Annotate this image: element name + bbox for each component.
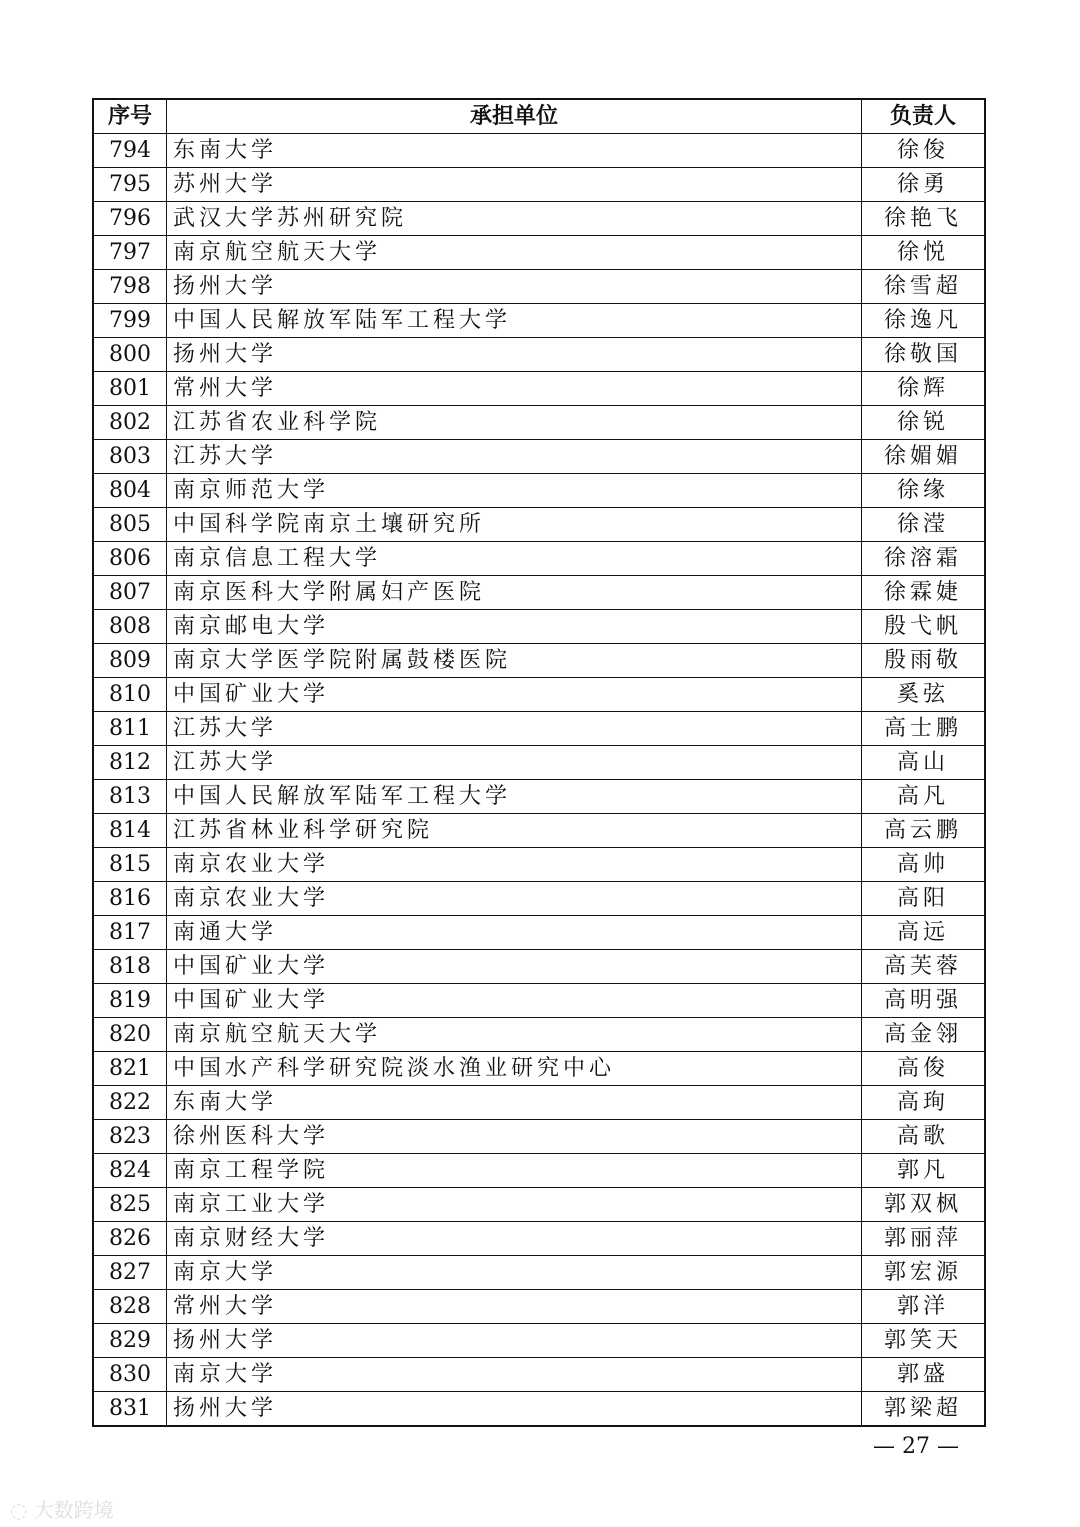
table-row [93, 406, 985, 440]
cell-unit: 中国人民解放军陆军工程大学 [167, 304, 862, 338]
header-person: 负责人 [862, 99, 986, 134]
cell-index: 815 [93, 848, 167, 882]
cell-index: 829 [93, 1324, 167, 1358]
page-number: — 27 — [873, 1434, 959, 1459]
table-row [93, 1086, 985, 1120]
cell-index: 795 [93, 168, 167, 202]
project-table [92, 98, 986, 1427]
cell-person: 殷弋帆 [862, 610, 986, 644]
table-row [93, 440, 985, 474]
cell-index: 814 [93, 814, 167, 848]
table-row [93, 338, 985, 372]
cell-index: 801 [93, 372, 167, 406]
table-row [93, 1188, 985, 1222]
cell-index: 808 [93, 610, 167, 644]
table-row [93, 1358, 985, 1392]
table-row [93, 1154, 985, 1188]
cell-person: 郭凡 [862, 1154, 986, 1188]
table-row [93, 576, 985, 610]
cell-unit: 南京大学 [167, 1256, 862, 1290]
cell-unit: 南京航空航天大学 [167, 236, 862, 270]
cell-unit: 南京邮电大学 [167, 610, 862, 644]
cell-person: 高阳 [862, 882, 986, 916]
cell-index: 820 [93, 1018, 167, 1052]
cell-unit: 中国矿业大学 [167, 984, 862, 1018]
cell-index: 831 [93, 1392, 167, 1427]
table-row [93, 610, 985, 644]
cell-index: 798 [93, 270, 167, 304]
cell-person: 郭盛 [862, 1358, 986, 1392]
cell-unit: 江苏大学 [167, 746, 862, 780]
cell-unit: 南京工程学院 [167, 1154, 862, 1188]
cell-index: 826 [93, 1222, 167, 1256]
cell-person: 徐勇 [862, 168, 986, 202]
cell-index: 804 [93, 474, 167, 508]
table-row [93, 780, 985, 814]
cell-unit: 南京大学 [167, 1358, 862, 1392]
header-unit: 承担单位 [167, 99, 862, 134]
table-row [93, 950, 985, 984]
cell-unit: 南京财经大学 [167, 1222, 862, 1256]
cell-unit: 南京师范大学 [167, 474, 862, 508]
cell-unit: 徐州医科大学 [167, 1120, 862, 1154]
cell-index: 799 [93, 304, 167, 338]
table-row [93, 678, 985, 712]
cell-unit: 南京航空航天大学 [167, 1018, 862, 1052]
cell-index: 827 [93, 1256, 167, 1290]
cell-person: 高士鹏 [862, 712, 986, 746]
cell-person: 高凡 [862, 780, 986, 814]
cell-index: 822 [93, 1086, 167, 1120]
watermark-text: 大数跨境 [33, 1498, 114, 1522]
cell-unit: 南京农业大学 [167, 882, 862, 916]
cell-unit: 东南大学 [167, 1086, 862, 1120]
cell-unit: 武汉大学苏州研究院 [167, 202, 862, 236]
cell-person: 高山 [862, 746, 986, 780]
cell-person: 徐锐 [862, 406, 986, 440]
table-row [93, 644, 985, 678]
watermark-logo: ◌ 大数跨境 [10, 1498, 114, 1522]
cell-index: 818 [93, 950, 167, 984]
cell-person: 徐敬国 [862, 338, 986, 372]
table-row [93, 1222, 985, 1256]
cell-unit: 南京信息工程大学 [167, 542, 862, 576]
cell-person: 徐霖婕 [862, 576, 986, 610]
cell-person: 郭宏源 [862, 1256, 986, 1290]
table-row [93, 304, 985, 338]
cell-index: 802 [93, 406, 167, 440]
cell-unit: 中国科学院南京土壤研究所 [167, 508, 862, 542]
cell-person: 奚弦 [862, 678, 986, 712]
cell-person: 徐悦 [862, 236, 986, 270]
cell-unit: 中国矿业大学 [167, 950, 862, 984]
cell-person: 高云鹏 [862, 814, 986, 848]
cell-index: 810 [93, 678, 167, 712]
table-row [93, 1290, 985, 1324]
table-row [93, 270, 985, 304]
cell-index: 796 [93, 202, 167, 236]
cell-index: 813 [93, 780, 167, 814]
cell-index: 830 [93, 1358, 167, 1392]
cell-unit: 南通大学 [167, 916, 862, 950]
cell-person: 徐滢 [862, 508, 986, 542]
cell-person: 徐艳飞 [862, 202, 986, 236]
table-row [93, 882, 985, 916]
cell-person: 郭双枫 [862, 1188, 986, 1222]
cell-person: 徐俊 [862, 134, 986, 168]
cell-unit: 常州大学 [167, 1290, 862, 1324]
cell-person: 郭洋 [862, 1290, 986, 1324]
cell-person: 徐缘 [862, 474, 986, 508]
table-row [93, 1256, 985, 1290]
header-index: 序号 [93, 99, 167, 134]
cell-unit: 扬州大学 [167, 270, 862, 304]
cell-index: 824 [93, 1154, 167, 1188]
cell-unit: 扬州大学 [167, 1392, 862, 1427]
cell-index: 825 [93, 1188, 167, 1222]
cell-person: 高歌 [862, 1120, 986, 1154]
cell-person: 徐逸凡 [862, 304, 986, 338]
table-row [93, 508, 985, 542]
cell-unit: 南京医科大学附属妇产医院 [167, 576, 862, 610]
cell-person: 郭笑天 [862, 1324, 986, 1358]
cell-unit: 江苏大学 [167, 712, 862, 746]
cell-unit: 南京工业大学 [167, 1188, 862, 1222]
cell-unit: 苏州大学 [167, 168, 862, 202]
cell-unit: 扬州大学 [167, 1324, 862, 1358]
cell-person: 殷雨敬 [862, 644, 986, 678]
cell-index: 816 [93, 882, 167, 916]
cell-unit: 东南大学 [167, 134, 862, 168]
cell-person: 郭丽萍 [862, 1222, 986, 1256]
cell-person: 郭梁超 [862, 1392, 986, 1427]
cell-unit: 南京农业大学 [167, 848, 862, 882]
cell-unit: 江苏省林业科学研究院 [167, 814, 862, 848]
cell-unit: 中国矿业大学 [167, 678, 862, 712]
cell-person: 高帅 [862, 848, 986, 882]
cell-person: 高金翎 [862, 1018, 986, 1052]
cell-index: 811 [93, 712, 167, 746]
cell-index: 823 [93, 1120, 167, 1154]
table-row [93, 372, 985, 406]
table-row [93, 984, 985, 1018]
cell-index: 794 [93, 134, 167, 168]
cell-unit: 江苏大学 [167, 440, 862, 474]
cell-unit: 中国水产科学研究院淡水渔业研究中心 [167, 1052, 862, 1086]
table-row [93, 1392, 985, 1427]
cell-index: 807 [93, 576, 167, 610]
table-row [93, 1324, 985, 1358]
cell-index: 821 [93, 1052, 167, 1086]
cell-index: 805 [93, 508, 167, 542]
cell-person: 徐雪超 [862, 270, 986, 304]
cell-person: 徐辉 [862, 372, 986, 406]
cell-index: 817 [93, 916, 167, 950]
cell-index: 819 [93, 984, 167, 1018]
table-row [93, 1052, 985, 1086]
table-row [93, 236, 985, 270]
table-row [93, 1120, 985, 1154]
table-row [93, 848, 985, 882]
table-row [93, 746, 985, 780]
table-row [93, 168, 985, 202]
cell-unit: 江苏省农业科学院 [167, 406, 862, 440]
table-row [93, 916, 985, 950]
cell-person: 高俊 [862, 1052, 986, 1086]
cell-person: 高珣 [862, 1086, 986, 1120]
cell-person: 高远 [862, 916, 986, 950]
cell-unit: 常州大学 [167, 372, 862, 406]
table-row [93, 814, 985, 848]
cell-index: 803 [93, 440, 167, 474]
table-row [93, 1018, 985, 1052]
cell-index: 812 [93, 746, 167, 780]
cell-person: 徐媚媚 [862, 440, 986, 474]
cell-index: 828 [93, 1290, 167, 1324]
cell-unit: 南京大学医学院附属鼓楼医院 [167, 644, 862, 678]
cell-person: 徐溶霜 [862, 542, 986, 576]
cell-index: 797 [93, 236, 167, 270]
cell-person: 高明强 [862, 984, 986, 1018]
cell-index: 800 [93, 338, 167, 372]
table-row [93, 474, 985, 508]
cell-index: 806 [93, 542, 167, 576]
cell-unit: 中国人民解放军陆军工程大学 [167, 780, 862, 814]
cell-unit: 扬州大学 [167, 338, 862, 372]
table-row [93, 712, 985, 746]
table-row [93, 134, 985, 168]
table-row [93, 542, 985, 576]
table-header-row [93, 99, 985, 134]
cell-index: 809 [93, 644, 167, 678]
table-row [93, 202, 985, 236]
cell-person: 高芙蓉 [862, 950, 986, 984]
